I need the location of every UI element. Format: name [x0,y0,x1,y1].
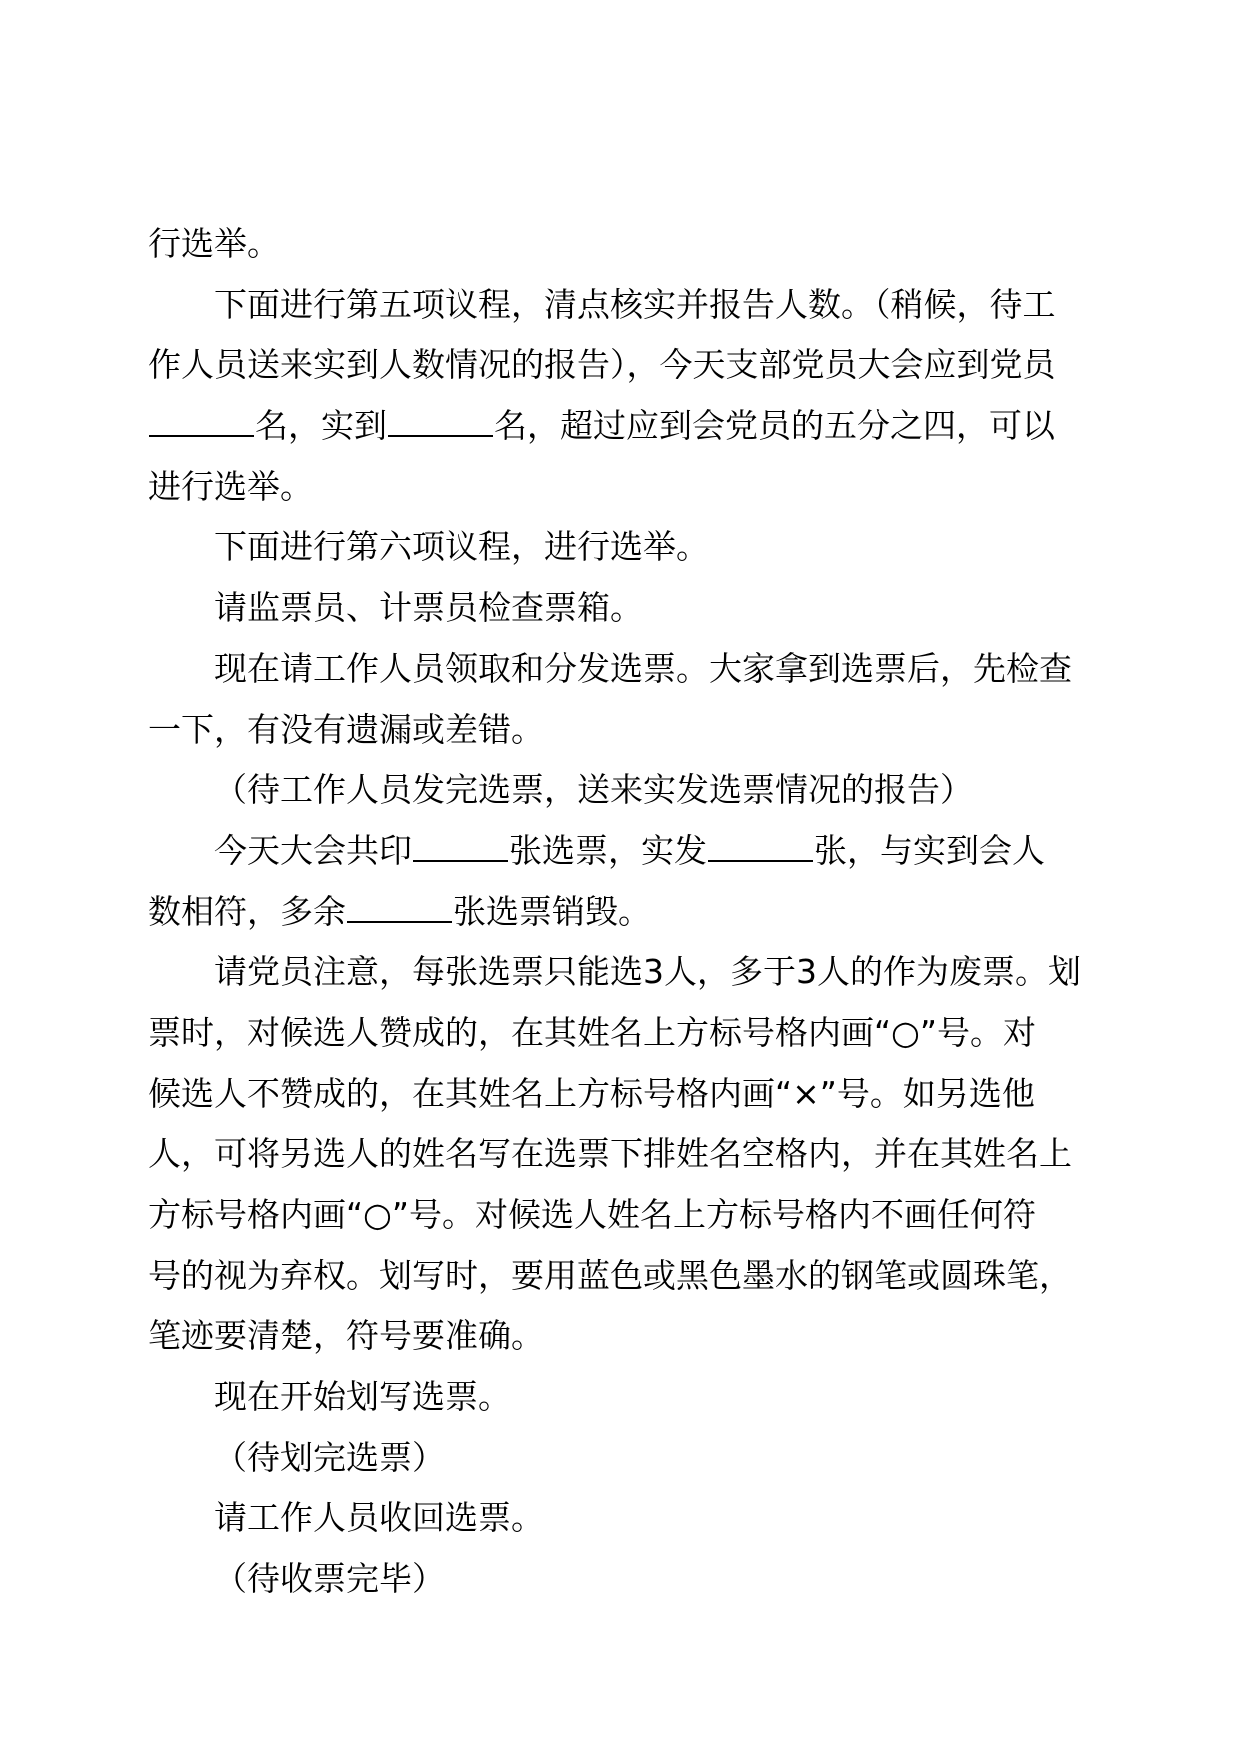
text-segment: 张选票，实发 [509,830,707,870]
text-line: 行选举。 [148,224,280,263]
text-line: 进行选举。 [148,466,313,506]
text-line: 一下，有没有遗漏或差错。 [148,709,544,749]
text-segment: 张选票销毁。 [453,891,651,931]
text-line: 下面进行第五项议程，清点核实并报告人数。（稍候，待工 [214,284,1056,324]
fill-in-blank [413,822,508,862]
text-line: 候选人不赞成的，在其姓名上方标号格内画“×”号。如另选他 [148,1073,1035,1113]
text-line: 请工作人员收回选票。 [214,1498,544,1538]
fill-in-blank [149,397,254,437]
text-line: 请监票员、计票员检查票箱。 [214,588,643,628]
text-line: （待划完选票） [214,1437,445,1477]
text-line: 现在开始划写选票。 [214,1377,511,1417]
fill-in-blank [388,397,493,437]
text-line: 作人员送来实到人数情况的报告），今天支部党员大会应到党员 [148,345,1056,385]
text-line: 人，可将另选人的姓名写在选票下排姓名空格内，并在其姓名上 [148,1134,1072,1174]
text-line: 请党员注意，每张选票只能选3人，多于3人的作为废票。划 [214,952,1081,992]
fill-in-blank [347,883,452,923]
text-line: （待工作人员发完选票，送来实发选票情况的报告） [214,770,973,810]
text-line: （待收票完毕） [214,1559,445,1599]
text-line [148,396,1088,457]
text-segment: 今天大会共印 [214,830,412,870]
text-line [148,882,1088,943]
text-segment: 数相符，多余 [148,891,346,931]
text-line: 票时，对候选人赞成的，在其姓名上方标号格内画“○”号。对 [148,1012,1036,1052]
text-line: 现在请工作人员领取和分发选票。大家拿到选票后，先检查 [214,648,1072,688]
text-line: 号的视为弃权。划写时，要用蓝色或黑色墨水的钢笔或圆珠笔， [148,1255,1072,1295]
fill-in-blank [708,822,813,862]
text-line: 下面进行第六项议程，进行选举。 [214,527,709,567]
text-segment: 名，实到 [255,406,387,446]
document-body [148,214,1088,1610]
text-segment: 名，超过应到会党员的五分之四，可以 [494,406,1055,446]
text-line [148,821,1088,882]
text-segment: 张，与实到会人 [814,830,1045,870]
text-line: 笔迹要清楚，符号要准确。 [148,1316,544,1356]
text-line: 方标号格内画“○”号。对候选人姓名上方标号格内不画任何符 [148,1195,1036,1234]
